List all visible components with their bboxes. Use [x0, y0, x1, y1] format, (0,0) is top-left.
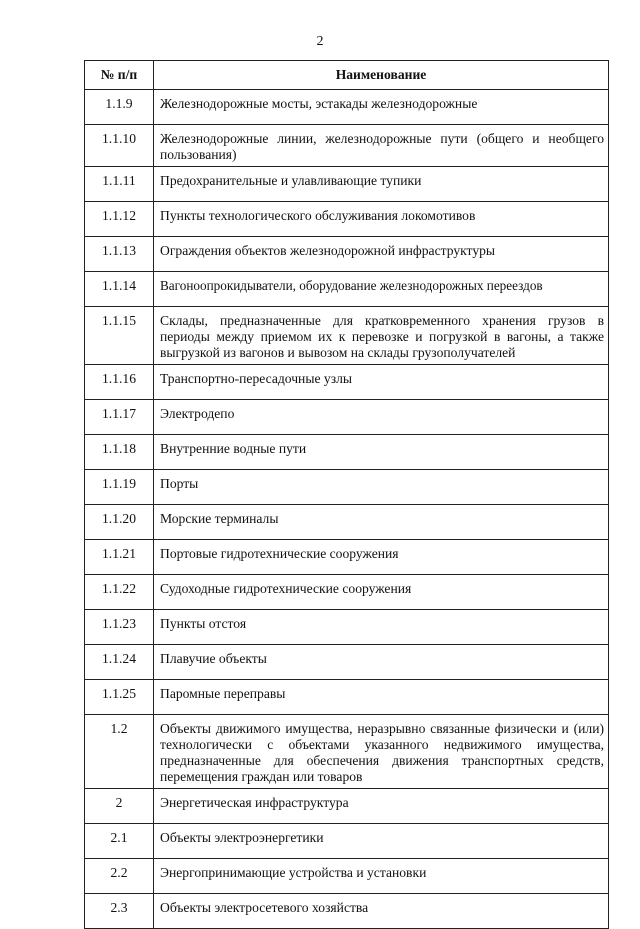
table-row: [85, 894, 609, 929]
table-row: [85, 237, 609, 272]
table-row: [85, 824, 609, 859]
table-row: [85, 680, 609, 715]
table-row: [85, 505, 609, 540]
row-number: 1.1.9: [85, 90, 154, 125]
row-number: 1.1.21: [85, 540, 154, 575]
row-number: 1.1.12: [85, 202, 154, 237]
table-row: [85, 859, 609, 894]
row-name: Энергетическая инфраструктура: [154, 789, 609, 824]
row-number: 1.1.13: [85, 237, 154, 272]
table-row: [85, 365, 609, 400]
table-row: [85, 167, 609, 202]
row-name: Транспортно-пересадочные узлы: [154, 365, 609, 400]
table-row: [85, 470, 609, 505]
row-number: 2.2: [85, 859, 154, 894]
row-name: Предохранительные и улавливающие тупики: [154, 167, 609, 202]
row-name: Судоходные гидротехнические сооружения: [154, 575, 609, 610]
table-row: [85, 272, 609, 307]
row-name: Энергопринимающие устройства и установки: [154, 859, 609, 894]
row-number: 2.3: [85, 894, 154, 929]
table-header-row: [85, 61, 609, 90]
row-number: 1.1.14: [85, 272, 154, 307]
table-row: [85, 307, 609, 365]
row-name: Пункты технологического обслуживания локомотивов: [154, 202, 609, 237]
row-number: 1.1.18: [85, 435, 154, 470]
row-number: 1.1.20: [85, 505, 154, 540]
infrastructure-table: [84, 60, 609, 929]
table-row: [85, 125, 609, 167]
row-name: Паромные переправы: [154, 680, 609, 715]
row-name: Электродепо: [154, 400, 609, 435]
table-row: [85, 715, 609, 789]
row-name: Порты: [154, 470, 609, 505]
row-number: 2.1: [85, 824, 154, 859]
page-number: 2: [316, 34, 324, 49]
row-number: 2: [85, 789, 154, 824]
table-row: [85, 540, 609, 575]
row-name: Внутренние водные пути: [154, 435, 609, 470]
row-name: Объекты электросетевого хозяйства: [154, 894, 609, 929]
table-row: [85, 645, 609, 680]
table-row: [85, 435, 609, 470]
row-number: 1.1.10: [85, 125, 154, 167]
row-number: 1.1.25: [85, 680, 154, 715]
row-name: Склады, предназначенные для кратковременного хранения грузов в периоды между приемом их к перевозке и погрузкой в вагоны, а также выгрузкой из вагонов и вывозом на склады грузополучателей: [154, 307, 609, 365]
row-name: Объекты движимого имущества, неразрывно связанные физически и (или) технологически с объектами указанного недвижимого имущества, предназначенные для обеспечения движения транспортных средств, перемещения граждан или товаров: [154, 715, 609, 789]
row-name: Пункты отстоя: [154, 610, 609, 645]
table-row: [85, 400, 609, 435]
row-number: 1.1.17: [85, 400, 154, 435]
table-row: [85, 575, 609, 610]
table-row: [85, 202, 609, 237]
row-name: Объекты электроэнергетики: [154, 824, 609, 859]
row-name: Портовые гидротехнические сооружения: [154, 540, 609, 575]
row-number: 1.1.22: [85, 575, 154, 610]
table-row: [85, 610, 609, 645]
row-number: 1.1.19: [85, 470, 154, 505]
row-name: Железнодорожные мосты, эстакады железнодорожные: [154, 90, 609, 125]
row-name: Железнодорожные линии, железнодорожные пути (общего и необщего пользования): [154, 125, 609, 167]
row-number: 1.1.24: [85, 645, 154, 680]
row-name: Вагоноопрокидыватели, оборудование железнодорожных переездов: [154, 272, 609, 307]
row-name: Морские терминалы: [154, 505, 609, 540]
row-number: 1.2: [85, 715, 154, 789]
row-number: 1.1.16: [85, 365, 154, 400]
table-row: [85, 90, 609, 125]
row-name: Плавучие объекты: [154, 645, 609, 680]
row-number: 1.1.11: [85, 167, 154, 202]
row-number: 1.1.23: [85, 610, 154, 645]
header-name: Наименование: [154, 61, 609, 90]
row-name: Ограждения объектов железнодорожной инфраструктуры: [154, 237, 609, 272]
row-number: 1.1.15: [85, 307, 154, 365]
header-num: № п/п: [85, 61, 154, 90]
table-row: [85, 789, 609, 824]
